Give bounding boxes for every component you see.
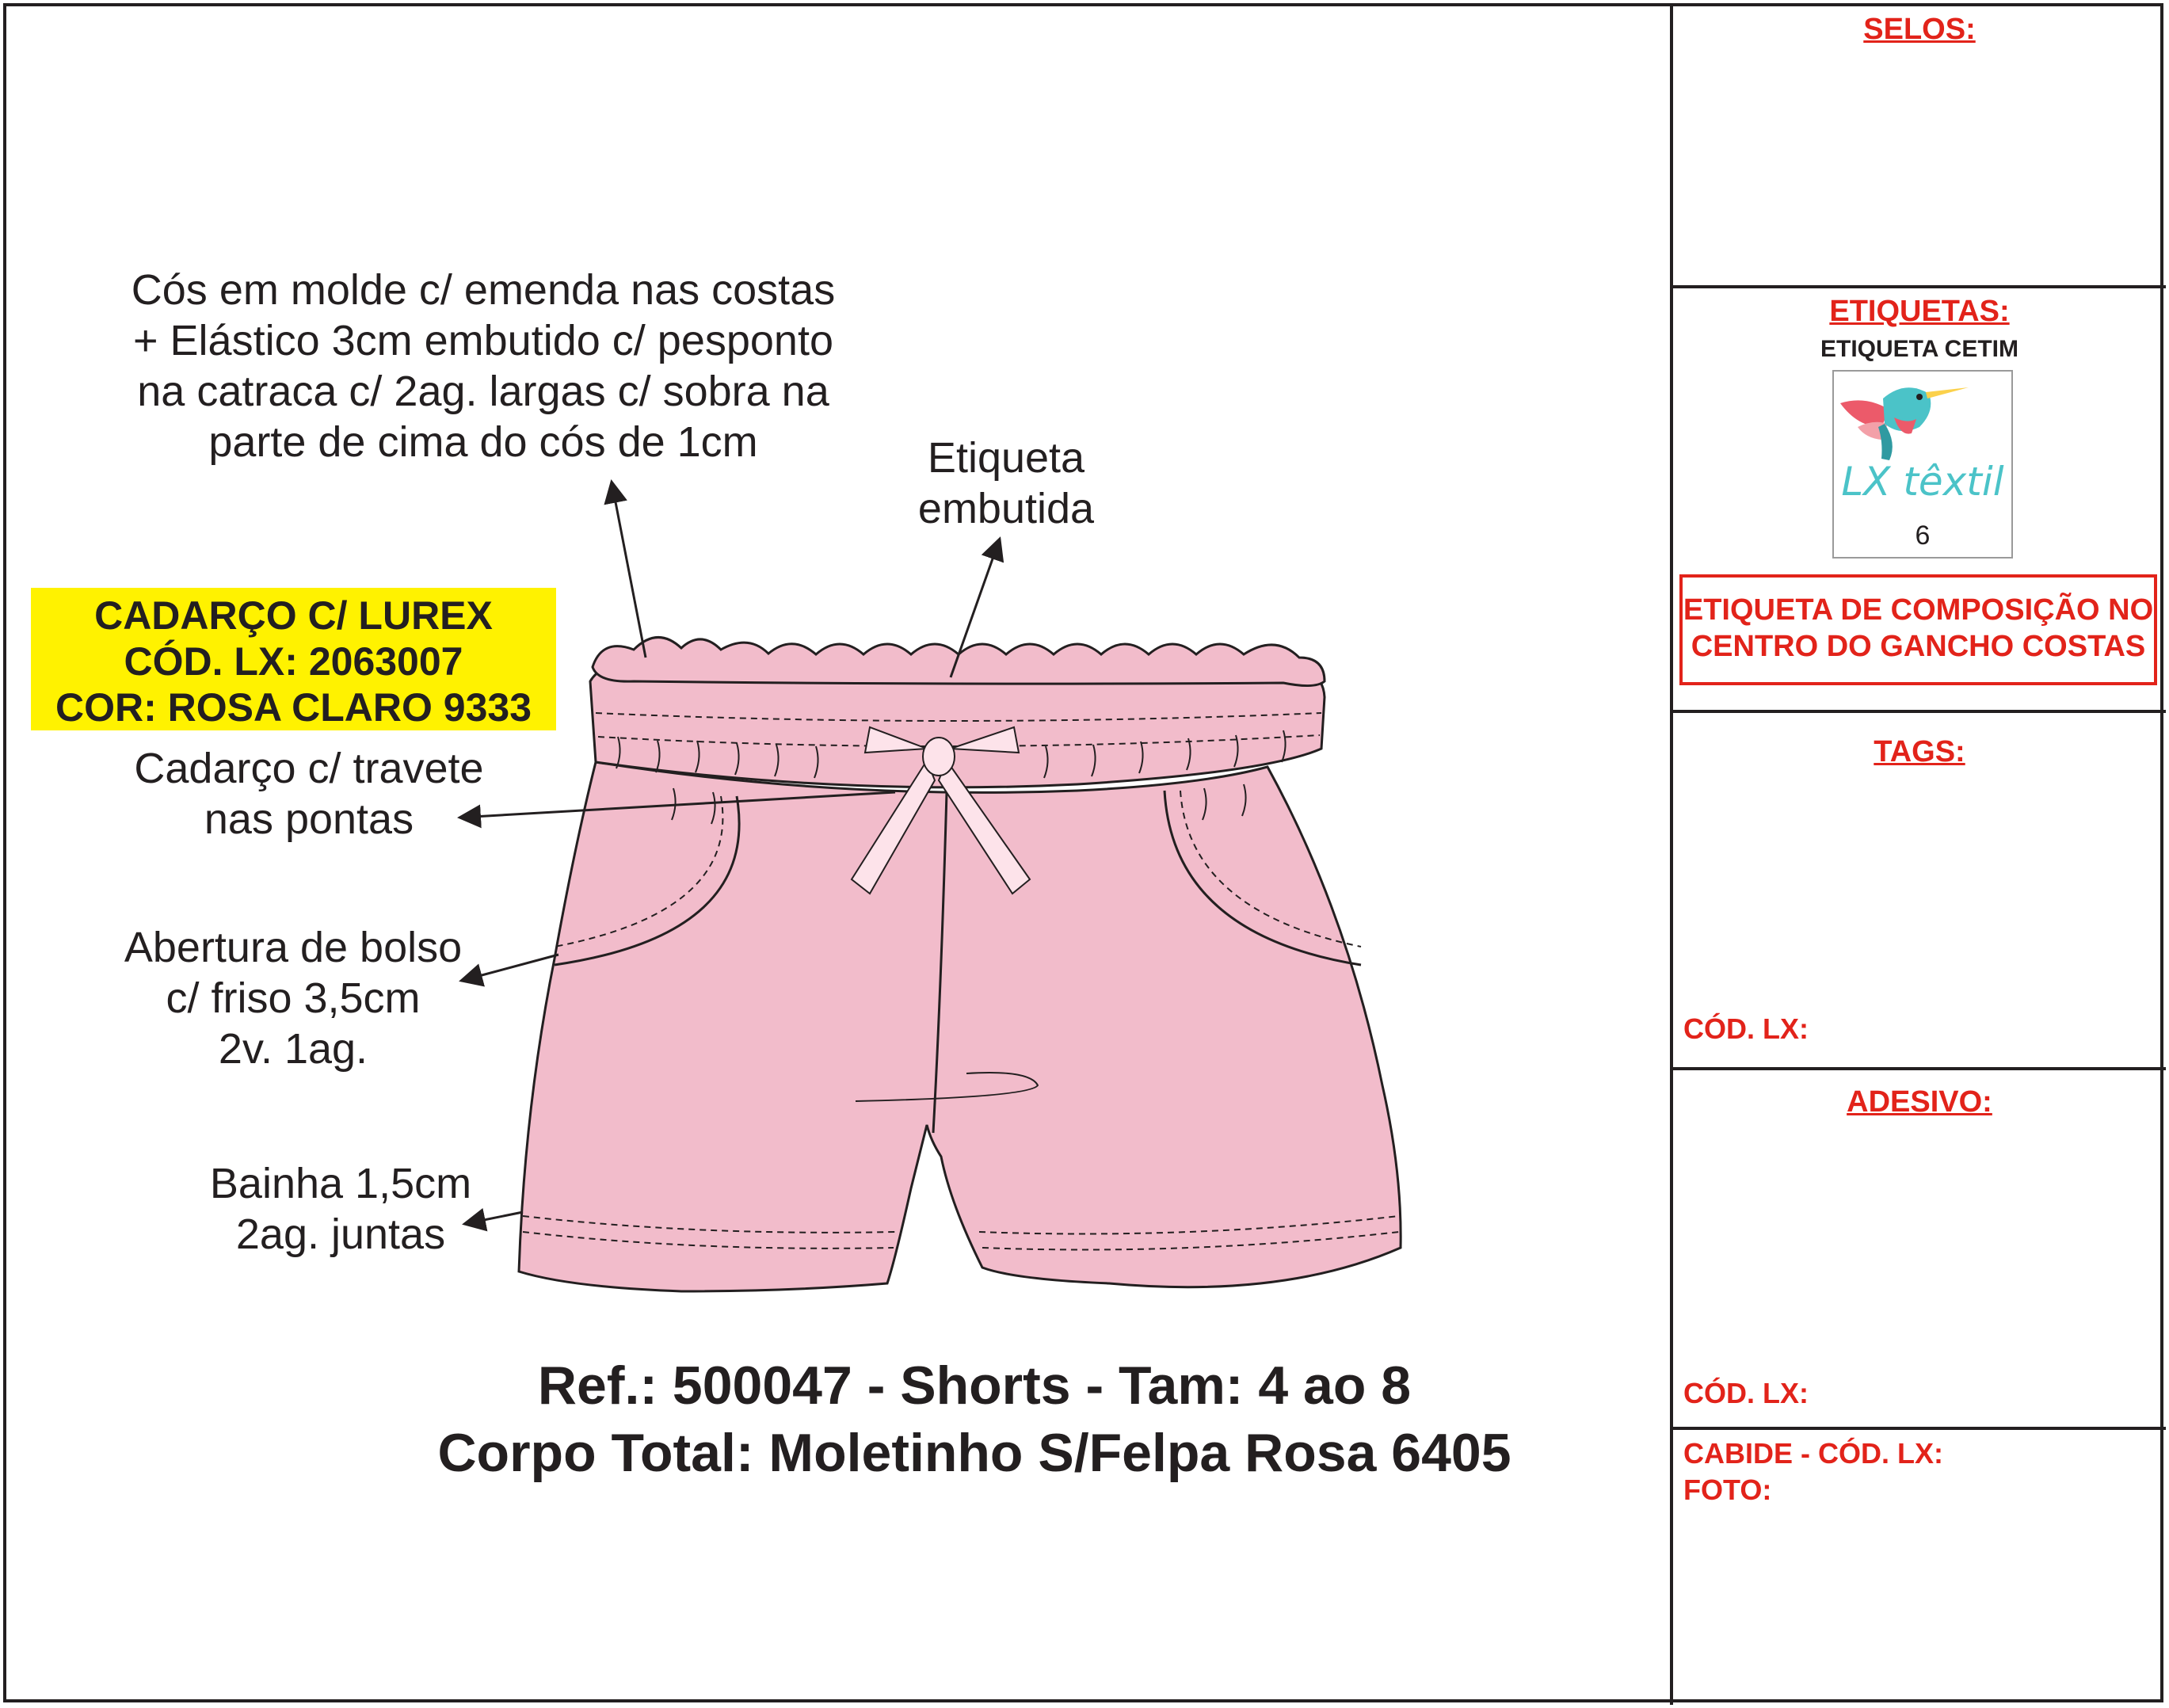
tags-title: TAGS: bbox=[1874, 735, 1965, 768]
note-bainha-line-1: Bainha 1,5cm bbox=[209, 1160, 472, 1207]
note-cadarco-line-1: Cadarço c/ travete bbox=[134, 745, 484, 792]
label-size: 6 bbox=[1915, 520, 1931, 551]
note-etiqueta-line-1: Etiqueta bbox=[927, 434, 1085, 482]
divider-tags bbox=[1672, 1067, 2166, 1070]
note-bolso-line-3: 2v. 1ag. bbox=[218, 1025, 368, 1073]
etiquetas-title: ETIQUETAS: bbox=[1829, 295, 2010, 328]
note-cos-line-1: Cós em molde c/ emenda nas costas bbox=[131, 266, 836, 314]
tags-cod-lx: CÓD. LX: bbox=[1683, 1012, 1809, 1045]
shorts-body bbox=[519, 762, 1401, 1291]
divider-adesivo bbox=[1672, 1427, 2166, 1430]
note-cos-line-2: + Elástico 3cm embutido c/ pesponto bbox=[133, 317, 833, 364]
foto-label: FOTO: bbox=[1683, 1474, 1772, 1506]
etiqueta-cetim-label: ETIQUETA CETIM bbox=[1820, 336, 2018, 362]
selos-title: SELOS: bbox=[1863, 13, 1976, 46]
divider-etiquetas bbox=[1672, 710, 2166, 713]
brand-name: LX têxtil bbox=[1841, 459, 2004, 505]
note-cos-line-3: na catraca c/ 2ag. largas c/ sobra na bbox=[137, 368, 829, 415]
note-etiqueta bbox=[856, 433, 1157, 534]
note-bainha bbox=[182, 1158, 499, 1260]
note-cadarco-travete bbox=[95, 743, 523, 844]
note-etiqueta-line-2: embutida bbox=[917, 485, 1095, 532]
divider-selos bbox=[1672, 285, 2166, 288]
note-bolso bbox=[87, 922, 499, 1074]
satin-label-image bbox=[1832, 370, 2013, 559]
hummingbird-logo-icon bbox=[1834, 372, 2011, 467]
note-cadarco-line-2: nas pontas bbox=[204, 795, 414, 843]
cadarco-box-line-2: CÓD. LX: 2063007 bbox=[124, 639, 463, 684]
note-bolso-line-1: Abertura de bolso bbox=[124, 924, 463, 971]
composition-line-1: ETIQUETA DE COMPOSIÇÃO NO bbox=[1683, 593, 2154, 627]
sidebar-divider bbox=[1670, 3, 1673, 1705]
cadarco-lurex-box bbox=[31, 588, 556, 730]
composition-label-note bbox=[1679, 574, 2157, 685]
cadarco-box-line-1: CADARÇO C/ LUREX bbox=[94, 593, 493, 638]
composition-line-2: CENTRO DO GANCHO COSTAS bbox=[1691, 630, 2146, 663]
cadarco-box-line-3: COR: ROSA CLARO 9333 bbox=[55, 685, 532, 730]
adesivo-title: ADESIVO: bbox=[1847, 1085, 1992, 1119]
note-bolso-line-2: c/ friso 3,5cm bbox=[166, 974, 421, 1022]
note-bainha-line-2: 2ag. juntas bbox=[235, 1210, 446, 1258]
adesivo-cod-lx: CÓD. LX: bbox=[1683, 1377, 1809, 1409]
ref-title: Ref.: 500047 - Shorts - Tam: 4 ao 8 bbox=[537, 1355, 1412, 1416]
fabric-title: Corpo Total: Moletinho S/Felpa Rosa 6405 bbox=[437, 1423, 1511, 1483]
cabide-cod-lx: CABIDE - CÓD. LX: bbox=[1683, 1437, 1943, 1470]
note-cos bbox=[63, 265, 903, 467]
note-cos-line-4: parte de cima do cós de 1cm bbox=[208, 418, 758, 466]
ruffle bbox=[593, 637, 1325, 685]
